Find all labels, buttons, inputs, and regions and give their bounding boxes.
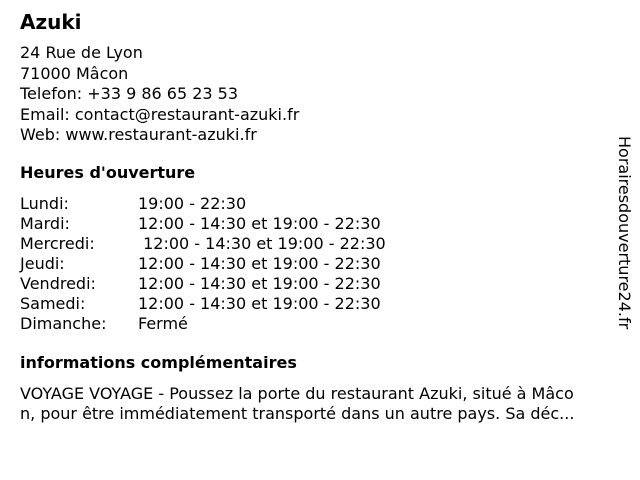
phone-number: Telefon: +33 9 86 65 23 53 <box>20 84 239 103</box>
site-watermark: Horairesdouverture24.fr <box>615 136 634 330</box>
time-value: 12:00 - 14:30 et 19:00 - 22:30 <box>138 214 381 233</box>
opening-hours-heading: Heures d'ouverture <box>20 163 196 182</box>
street-address: 24 Rue de Lyon <box>20 43 143 62</box>
time-value: 12:00 - 14:30 et 19:00 - 22:30 <box>138 234 386 253</box>
day-label: Dimanche: <box>20 314 107 333</box>
info-line-1: VOYAGE VOYAGE - Poussez la porte du restaurant Azuki, situé à Mâco <box>20 384 574 403</box>
email-address: Email: contact@restaurant-azuki.fr <box>20 104 300 124</box>
time-value: 19:00 - 22:30 <box>138 194 247 213</box>
time-value: 12:00 - 14:30 et 19:00 - 22:30 <box>138 294 381 313</box>
opening-hours-list <box>20 194 386 334</box>
day-label: Jeudi: <box>20 254 65 273</box>
hours-row-sunday <box>20 314 386 334</box>
day-label: Lundi: <box>20 194 69 213</box>
info-line-2: n, pour être immédiatement transporté dans un autre pays. Sa déc... <box>20 404 575 423</box>
hours-row-wednesday <box>20 234 386 254</box>
website-address: Web: www.restaurant-azuki.fr <box>20 125 257 144</box>
hours-row-saturday <box>20 294 386 314</box>
time-value: 12:00 - 14:30 et 19:00 - 22:30 <box>138 254 381 273</box>
day-label: Mardi: <box>20 214 70 233</box>
restaurant-name: Azuki <box>20 10 82 34</box>
day-label: Mercredi: <box>20 234 95 253</box>
additional-info-text <box>20 384 632 424</box>
hours-row-tuesday <box>20 214 386 234</box>
time-value: 12:00 - 14:30 et 19:00 - 22:30 <box>138 274 381 293</box>
day-label: Samedi: <box>20 294 86 313</box>
hours-row-friday <box>20 274 386 294</box>
hours-row-thursday <box>20 254 386 274</box>
day-label: Vendredi: <box>20 274 96 293</box>
contact-block <box>20 43 299 146</box>
hours-row-monday <box>20 194 386 214</box>
additional-info-heading: informations complémentaires <box>20 353 297 372</box>
time-value: Fermé <box>138 314 188 333</box>
city-postcode: 71000 Mâcon <box>20 63 129 83</box>
